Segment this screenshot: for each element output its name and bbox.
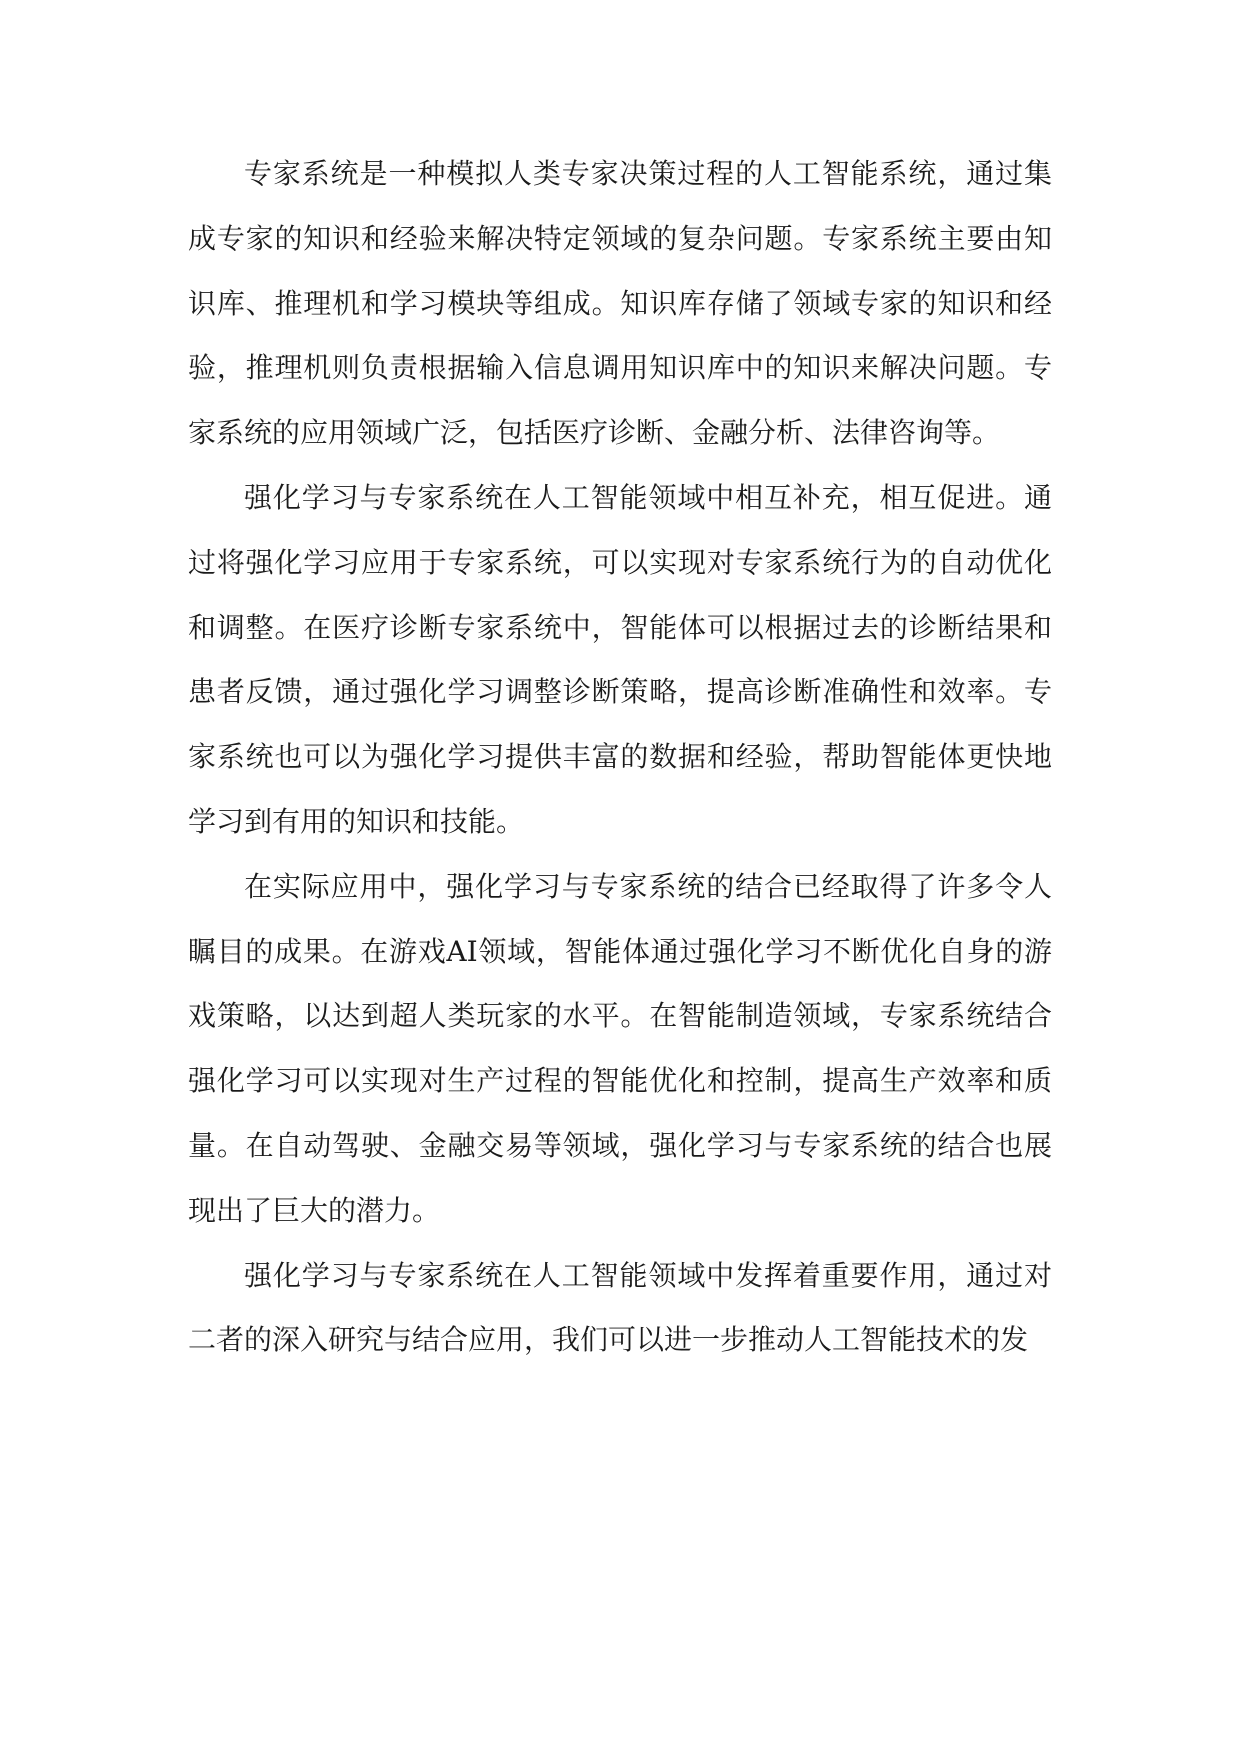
paragraph-applications: 在实际应用中，强化学习与专家系统的结合已经取得了许多令人瞩目的成果。在游戏AI领域，智能体通过强化学习不断优化自身的游戏策略，以达到超人类玩家的水平。在智能制造领域，专家系统结合强化学习可以实现对生产过程的智能优化和控制，提高生产效率和质量。在自动驾驶、金融交易等领域，强化学习与专家系统的结合也展现出了巨大的潜力。 — [188, 869, 1052, 1227]
paragraph-complementarity: 强化学习与专家系统在人工智能领域中相互补充，相互促进。通过将强化学习应用于专家系统，可以实现对专家系统行为的自动优化和调整。在医疗诊断专家系统中，智能体可以根据过去的诊断结果和患者反馈，通过强化学习调整诊断策略，提高诊断准确性和效率。专家系统也可以为强化学习提供丰富的数据和经验，帮助智能体更快地学习到有用的知识和技能。 — [188, 480, 1052, 838]
document-body — [188, 142, 1052, 1373]
paragraph-conclusion: 强化学习与专家系统在人工智能领域中发挥着重要作用，通过对二者的深入研究与结合应用，我们可以进一步推动人工智能技术的发 — [188, 1258, 1052, 1357]
paragraph-expert-system-intro: 专家系统是一种模拟人类专家决策过程的人工智能系统，通过集成专家的知识和经验来解决特定领域的复杂问题。专家系统主要由知识库、推理机和学习模块等组成。知识库存储了领域专家的知识和经验，推理机则负责根据输入信息调用知识库中的知识来解决问题。专家系统的应用领域广泛，包括医疗诊断、金融分析、法律咨询等。 — [188, 157, 1052, 450]
